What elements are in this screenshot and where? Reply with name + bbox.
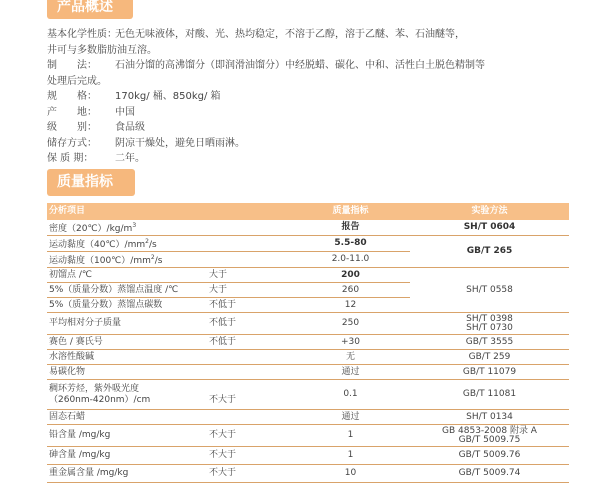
intro-row-origin bbox=[47, 105, 567, 121]
header-method: 实验方法 bbox=[410, 203, 569, 220]
item-name bbox=[49, 384, 150, 406]
method-line: SH/T 0398 bbox=[466, 313, 513, 324]
row-value: +30 bbox=[291, 335, 410, 350]
row-value: 无 bbox=[291, 350, 410, 365]
intro-text: 处理后完成。 bbox=[47, 75, 107, 87]
row-value: 1 bbox=[291, 425, 410, 447]
row-method bbox=[410, 313, 569, 335]
item-name: 铅含量 /mg/kg bbox=[49, 430, 111, 440]
intro-text: 井可与多数脂肪油互溶。 bbox=[47, 44, 157, 56]
item-condition: 不大于 bbox=[209, 450, 237, 460]
table-row bbox=[47, 447, 569, 465]
item-name-line: 稠环芳烃，紫外吸光度 bbox=[49, 383, 140, 394]
row-item bbox=[47, 236, 291, 252]
row-item bbox=[47, 335, 291, 350]
item-condition bbox=[209, 236, 289, 251]
row-value: 报告 bbox=[291, 220, 410, 236]
row-item bbox=[47, 268, 291, 283]
item-condition: 大于 bbox=[209, 284, 228, 295]
row-value: 5.5-80 bbox=[291, 236, 410, 252]
method-line: SH/T 0730 bbox=[466, 322, 513, 333]
row-value: 通过 bbox=[291, 410, 410, 425]
table-row bbox=[47, 465, 569, 483]
intro-row-method-cont bbox=[47, 74, 567, 90]
intro-row-method bbox=[47, 58, 567, 74]
table-row bbox=[47, 236, 569, 252]
row-value: 1 bbox=[291, 447, 410, 465]
item-name: 5%（质量分数）蒸馏点碳数 bbox=[49, 299, 163, 310]
method-line: GB 4853-2008 附录 A bbox=[442, 425, 537, 436]
product-overview bbox=[47, 27, 567, 167]
item-name: 运动黏度$(100℃)/mm^2/s$ bbox=[49, 254, 163, 266]
item-condition: 不低于 bbox=[209, 336, 237, 347]
intro-row-spec bbox=[47, 89, 567, 105]
intro-text: 170kg/ 桶、850kg/ 箱 bbox=[115, 91, 221, 102]
row-value: 12 bbox=[291, 298, 410, 313]
item-name: 易碳化物 bbox=[49, 366, 86, 377]
table-row bbox=[47, 380, 569, 410]
intro-label: 基本化学性质： bbox=[47, 29, 117, 40]
item-name: 密度$(20℃)/kg/m^3$ bbox=[49, 222, 137, 234]
row-item bbox=[47, 298, 291, 313]
item-name: 运动黏度$(40℃)/mm^2/s$ bbox=[49, 238, 157, 250]
table-row bbox=[47, 350, 569, 365]
item-name: 固态石蜡 bbox=[49, 411, 86, 422]
table-row bbox=[47, 425, 569, 447]
row-method: GB/T 11081 bbox=[410, 380, 569, 410]
row-item bbox=[47, 425, 291, 447]
row-value: 200 bbox=[291, 268, 410, 283]
item-name: 初馏点 /℃ bbox=[49, 269, 93, 280]
row-value: 0.1 bbox=[291, 380, 410, 410]
section-title-overview: 产品概述 bbox=[47, 0, 133, 19]
row-item bbox=[47, 410, 291, 425]
row-item bbox=[47, 365, 291, 380]
row-item bbox=[47, 350, 291, 365]
item-condition: 不大于 bbox=[209, 430, 237, 440]
item-name: 砷含量 /mg/kg bbox=[49, 450, 111, 460]
item-condition bbox=[209, 367, 289, 378]
item-condition: 不大于 bbox=[209, 394, 237, 405]
table-row bbox=[47, 335, 569, 350]
item-condition: 不大于 bbox=[209, 468, 237, 478]
item-name: 水溶性酸碱 bbox=[49, 351, 95, 362]
row-method: GB/T 3555 bbox=[410, 335, 569, 350]
row-item bbox=[47, 313, 291, 335]
row-item bbox=[47, 380, 291, 410]
row-value: 通过 bbox=[291, 365, 410, 380]
intro-text: 阴凉干燥处，避免日晒雨淋。 bbox=[115, 137, 245, 149]
row-value: 260 bbox=[291, 283, 410, 298]
intro-row-properties bbox=[47, 27, 567, 43]
item-condition: 不低于 bbox=[209, 318, 237, 328]
item-name: 赛色 / 赛氏号 bbox=[49, 336, 103, 347]
header-item: 分析项目 bbox=[47, 203, 291, 220]
row-item bbox=[47, 220, 291, 236]
item-condition bbox=[209, 220, 289, 235]
row-value: 2.0-11.0 bbox=[291, 252, 410, 268]
quality-spec-table bbox=[47, 203, 569, 483]
item-name-line: （260nm-420nm）/cm bbox=[49, 394, 151, 405]
intro-text: 石油分馏的高沸馏分（即润滑油馏分）中经脱蜡、碳化、中和、活性白土脱色精制等 bbox=[115, 60, 485, 71]
item-name: 重金属含量 /mg/kg bbox=[49, 468, 129, 478]
row-method: GB/T 5009.76 bbox=[410, 447, 569, 465]
item-condition bbox=[209, 252, 289, 267]
table-header-row bbox=[47, 203, 569, 220]
row-method: SH/T 0604 bbox=[410, 220, 569, 236]
header-value: 质量指标 bbox=[291, 203, 410, 220]
intro-row-grade bbox=[47, 120, 567, 136]
item-condition bbox=[209, 412, 289, 423]
row-item bbox=[47, 252, 291, 268]
intro-row-shelf-life bbox=[47, 151, 567, 167]
intro-row-properties-cont bbox=[47, 43, 567, 59]
row-item bbox=[47, 447, 291, 465]
row-value: 10 bbox=[291, 465, 410, 483]
section-title-quality: 质量指标 bbox=[47, 169, 135, 196]
row-method: GB/T 11079 bbox=[410, 365, 569, 380]
intro-label: 制 法： bbox=[47, 60, 97, 71]
row-method: GB/T 265 bbox=[410, 236, 569, 268]
intro-text: 食品级 bbox=[115, 122, 145, 133]
intro-text: 中国 bbox=[115, 106, 135, 118]
table-row bbox=[47, 268, 569, 283]
table-row bbox=[47, 410, 569, 425]
row-item bbox=[47, 283, 291, 298]
item-name: 平均相对分子质量 bbox=[49, 318, 122, 328]
row-method: GB/T 259 bbox=[410, 350, 569, 365]
table-row bbox=[47, 313, 569, 335]
table-row bbox=[47, 220, 569, 236]
table-row bbox=[47, 365, 569, 380]
intro-label: 储存方式： bbox=[47, 137, 97, 149]
row-method bbox=[410, 425, 569, 447]
item-condition bbox=[209, 352, 289, 363]
intro-text: 无色无味液体，对酸、光、热均稳定，不溶于乙醇，溶于乙醚、苯、石油醚等， bbox=[115, 29, 465, 40]
row-method: SH/T 0134 bbox=[410, 410, 569, 425]
intro-label: 产 地： bbox=[47, 106, 97, 118]
item-condition: 大于 bbox=[209, 269, 228, 280]
row-method: SH/T 0558 bbox=[410, 268, 569, 313]
intro-label: 保 质 期： bbox=[47, 153, 94, 164]
row-method: GB/T 5009.74 bbox=[410, 465, 569, 483]
item-condition: 不低于 bbox=[209, 299, 237, 310]
intro-label: 规 格： bbox=[47, 91, 97, 102]
intro-label: 级 别： bbox=[47, 122, 97, 133]
row-value: 250 bbox=[291, 313, 410, 335]
item-name: 5%（质量分数）蒸馏点温度 /℃ bbox=[49, 284, 179, 295]
intro-text: 二年。 bbox=[115, 153, 145, 164]
row-item bbox=[47, 465, 291, 483]
method-line: GB/T 5009.75 bbox=[458, 434, 521, 445]
intro-row-storage bbox=[47, 136, 567, 152]
